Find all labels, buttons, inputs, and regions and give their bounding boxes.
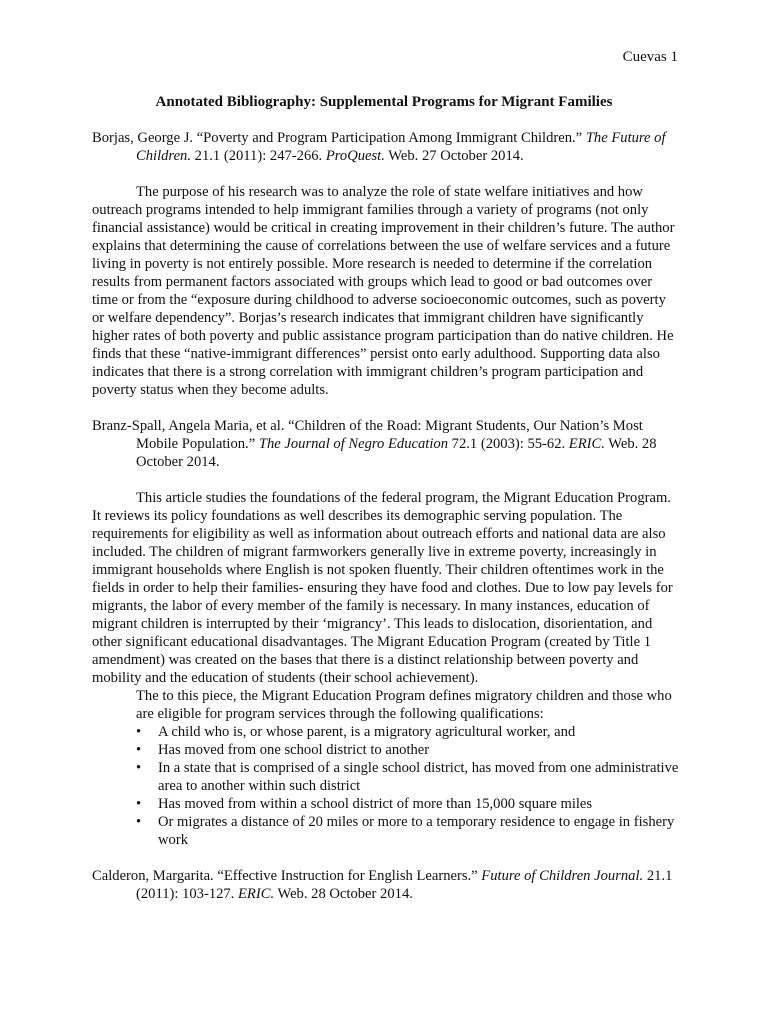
bullet-icon: • — [136, 742, 142, 758]
annotation-branz-spall: This article studies the foundations of the federal program, the Migrant Education Program. It reviews its policy foundations as well describes its demographic serving population. The requirements for eligibility as well as information about outreach efforts and national data are also included. The children of migrant farmworkers generally live in extreme poverty, increasingly in immigrant households where English is not spoken fluently. Their children oftentimes work in the fields in order to help their families- ensuring they have food and clothes. Due to low pay levels for migrants, the labor of every member of the family is necessary. In many instances, education of migrant children is interrupted by their ‘migrancy’. This leads to dislocation, disorientation, and other significant educational disadvantages. The Migrant Education Program (created by Title 1 amendment) was created on the bases that there is a distinct relationship between poverty and mobility and the education of students (their school achievement). — [92, 490, 673, 686]
running-head: Cuevas 1 — [622, 49, 678, 65]
database-name: ERIC. — [238, 886, 275, 902]
document-body — [92, 129, 680, 921]
list-item: • Has moved from one school district to another — [136, 742, 430, 758]
citation-borjas: Borjas, George J. “Poverty and Program Participation Among Immigrant Children.” The Future of Children. 21.1 (2011): 247-266. ProQuest. Web. 27 October 2014. — [92, 130, 666, 164]
database-name: ERIC. — [568, 436, 605, 452]
citation-calderon: Calderon, Margarita. “Effective Instruction for English Learners.” Future of Children Journal. 21.1 (2011): 103-127. ERIC. Web. 28 October 2014. — [92, 868, 673, 902]
qualifications-intro: The to this piece, the Migrant Education Program defines migratory children and those who are eligible for program services through the following qualifications: — [136, 688, 672, 722]
bullet-icon: • — [136, 796, 142, 812]
annotation-borjas: The purpose of his research was to analyze the role of state welfare initiatives and how outreach programs intended to help immigrant families through a variety of programs (not only financial assistance) would be critical in creating improvement in their children’s future. The author explains that determining the cause of correlations between the use of welfare services and a future living in poverty is not entirely possible. More research is needed to determine if the correlation results from permanent factors associated with groups which lead to good or bad outcomes over time or from the “exposure during childhood to adverse socioeconomic outcomes, such as poverty or welfare dependency”. Borjas’s research indicates that immigrant children have significantly higher rates of both poverty and public assistance program participation than do native children. He finds that these “native-immigrant differences” persist onto early adulthood. Supporting data also indicates that there is a strong correlation with immigrant children’s program participation and poverty status when they become adults. — [92, 184, 675, 398]
journal-title: The Journal of Negro Education — [258, 436, 448, 452]
list-item: • A child who is, or whose parent, is a migratory agricultural worker, and — [136, 724, 576, 740]
database-name: ProQuest. — [325, 148, 385, 164]
qualifications-list — [92, 723, 680, 849]
journal-title: The Future of Children. — [136, 130, 666, 164]
list-item: • Or migrates a distance of 20 miles or more to a temporary residence to engage in fishery work — [136, 814, 675, 848]
list-item: • Has moved from within a school district of more than 15,000 square miles — [136, 796, 593, 812]
bullet-icon: • — [136, 814, 142, 830]
journal-title: Future of Children Journal. — [481, 868, 644, 884]
page-title: Annotated Bibliography: Supplemental Programs for Migrant Families — [155, 94, 613, 110]
list-item: • In a state that is comprised of a single school district, has moved from one administrative area to another within such district — [136, 760, 679, 794]
citation-branz-spall: Branz-Spall, Angela Maria, et al. “Children of the Road: Migrant Students, Our Nation’s Most Mobile Population.” The Journal of Negro Education 72.1 (2003): 55-62. ERIC. Web. 28 October 2014. — [92, 418, 657, 470]
bullet-icon: • — [136, 760, 142, 776]
bullet-icon: • — [136, 724, 142, 740]
